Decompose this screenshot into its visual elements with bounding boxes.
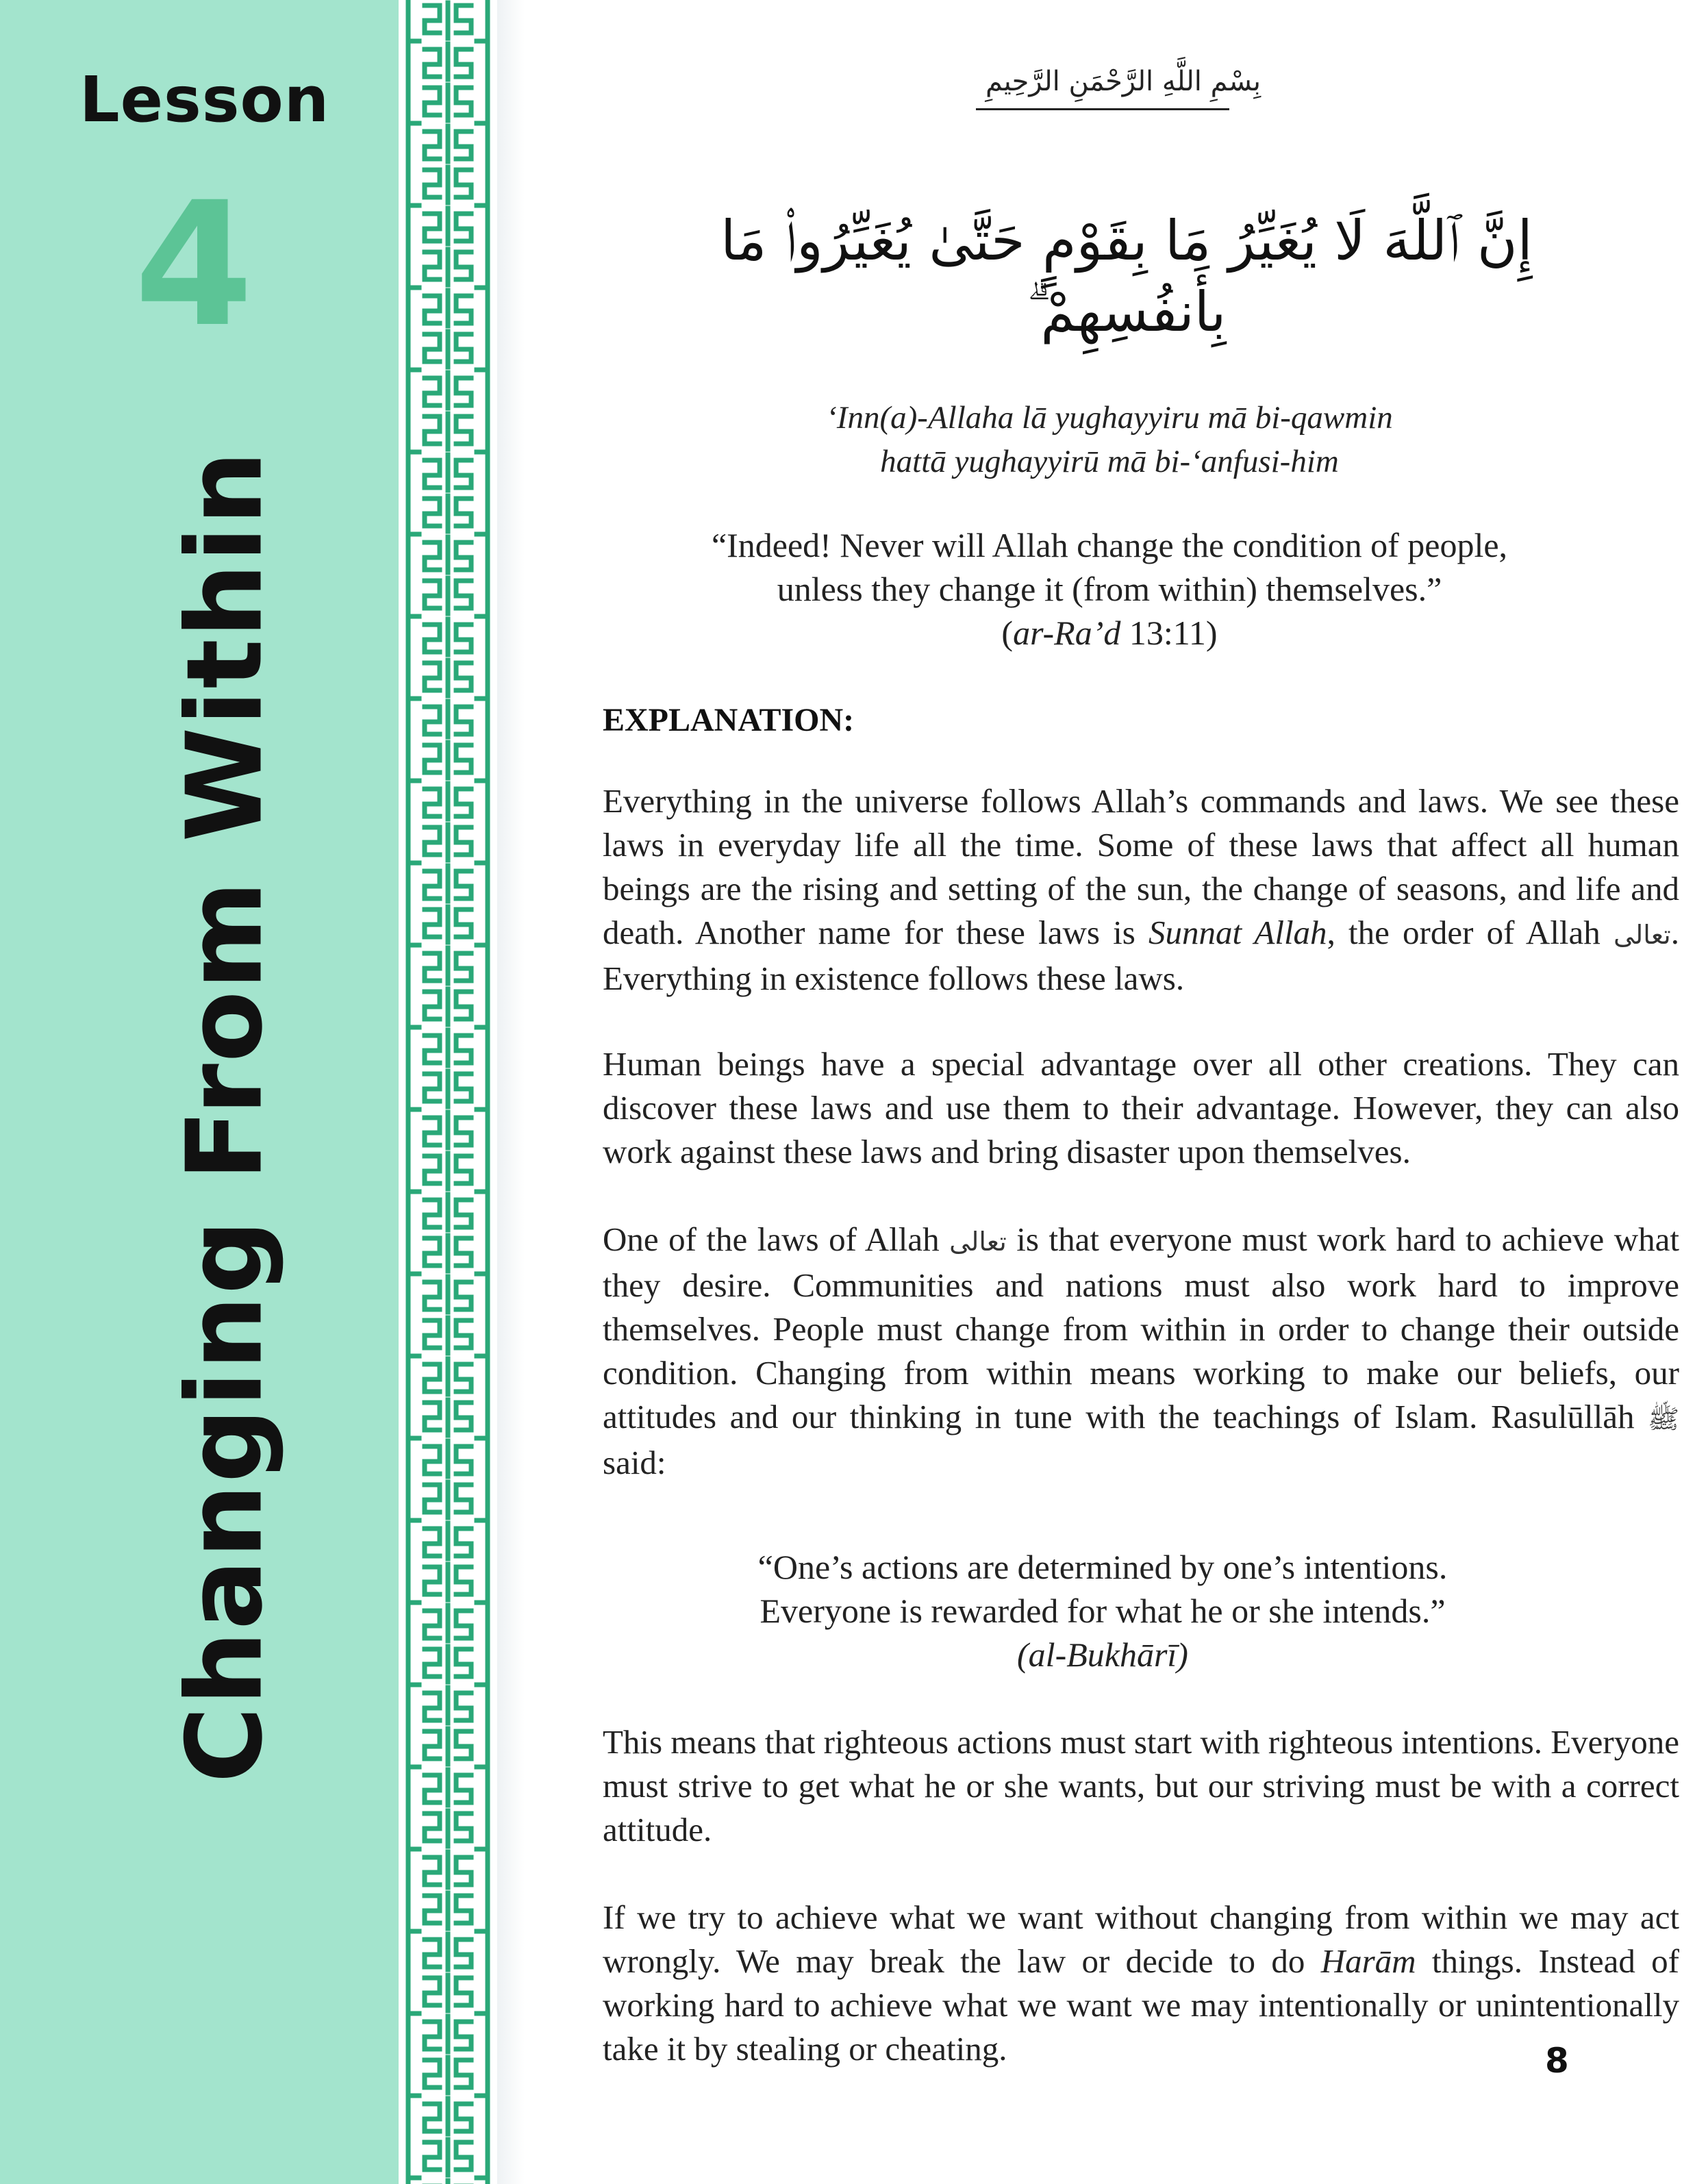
reference-surah: ar-Ra’d [1013,614,1121,652]
basmala-calligraphy: بِسْمِ اللَّهِ الرَّحْمَنِ الرَّحِيمِ [985,66,1262,97]
lesson-title: Changing From Within [164,449,286,1783]
hadith-quote [603,1545,1603,1677]
paragraph-1 [603,779,1679,1001]
honorific-allah-icon: تعالى [1613,920,1671,950]
verse-reference: (ar-Ra’d 13:11) [1001,614,1218,652]
transliteration-line: hattā yughayyirū mā bi-‘anfusi-him [880,444,1339,479]
verse-transliteration [603,396,1616,484]
hadith-line: “One’s actions are determined by one’s intentions. [757,1548,1448,1586]
decorative-border [399,0,497,2184]
paragraph-text: If we try to achieve what we want without changing from within we may act wrongly. We may break the law or decide to do [603,1898,1679,1980]
paragraph-text: Everything in the universe follows Allah’s commands and laws. We see these laws in everyday life all the time. Some of these laws that affect all human beings are the rising and setting of the sun, the change of seasons, and life and death. Another name for these laws is [603,782,1679,951]
term-sunnat-allah: Sunnat Allah [1148,914,1327,951]
hadith-reference: (al-Bukhārī) [1017,1635,1188,1674]
lesson-sidebar [0,0,399,2184]
page-gutter-shadow [497,0,525,2184]
paragraph-text: things. Instead of working hard to achieve what we want we may intentionally or unintentionally take it by stealing or cheating. [603,1942,1679,2068]
translation-line: “Indeed! Never will Allah change the condition of people, [711,526,1508,564]
lesson-label: Lesson [79,63,330,136]
paragraph-4: This means that righteous actions must start with righteous intentions. Everyone must strive to get what he or she wants, but our striving must be with a correct attitude. [603,1723,1679,1848]
quran-verse-arabic: إِنَّ ٱللَّهَ لَا يُغَيِّرُ مَا بِقَوْمٍ حَتَّىٰ يُغَيِّرُوا۟ مَا بِأَنفُسِهِمْ ۗ [720,209,1533,344]
paragraph-2: Human beings have a special advantage over all other creations. They can discover these laws and use them to their advantage. However, they can also work against these laws and bring disaster upon themselves. [603,1045,1679,1170]
paragraph-text: said: [603,1444,666,1481]
verse-translation [603,523,1616,655]
hadith-line: Everyone is rewarded for what he or she intends.” [760,1592,1446,1630]
paragraph-text: , the order of Allah [1327,914,1614,951]
paragraph-text: is that everyone must work hard to achieve what they desire. Communities and nations must also work hard to improve themselves. People must change from within in order to change their outside condition. Changing from within means working to make our beliefs, our attitudes and our thinking in tune with the teachings of Islam. Rasulūllāh [603,1220,1679,1435]
paragraph-5 [603,1896,1679,2071]
reference-number: 13:11 [1129,614,1206,652]
honorific-allah-icon: تعالى [949,1227,1007,1257]
lesson-content [603,0,1679,2184]
translation-line: unless they change it (from within) themselves.” [777,570,1442,608]
paragraph-text: . Everything in existence follows these laws. [603,914,1679,997]
paragraph-3 [603,1218,1679,1485]
paragraph-text: One of the laws of Allah [603,1220,950,1258]
page-number: 8 [1545,2041,1569,2081]
term-haram: Harām [1320,1942,1416,1980]
transliteration-line: ‘Inn(a)-Allaha lā yughayyiru mā bi-qawmin [826,400,1393,436]
key-pattern-ornament [399,0,497,2184]
explanation-heading: EXPLANATION: [603,702,855,738]
honorific-prophet-icon: ﷺ [1648,1404,1679,1434]
lesson-number: 4 [134,165,253,364]
basmala-underline [976,108,1229,110]
